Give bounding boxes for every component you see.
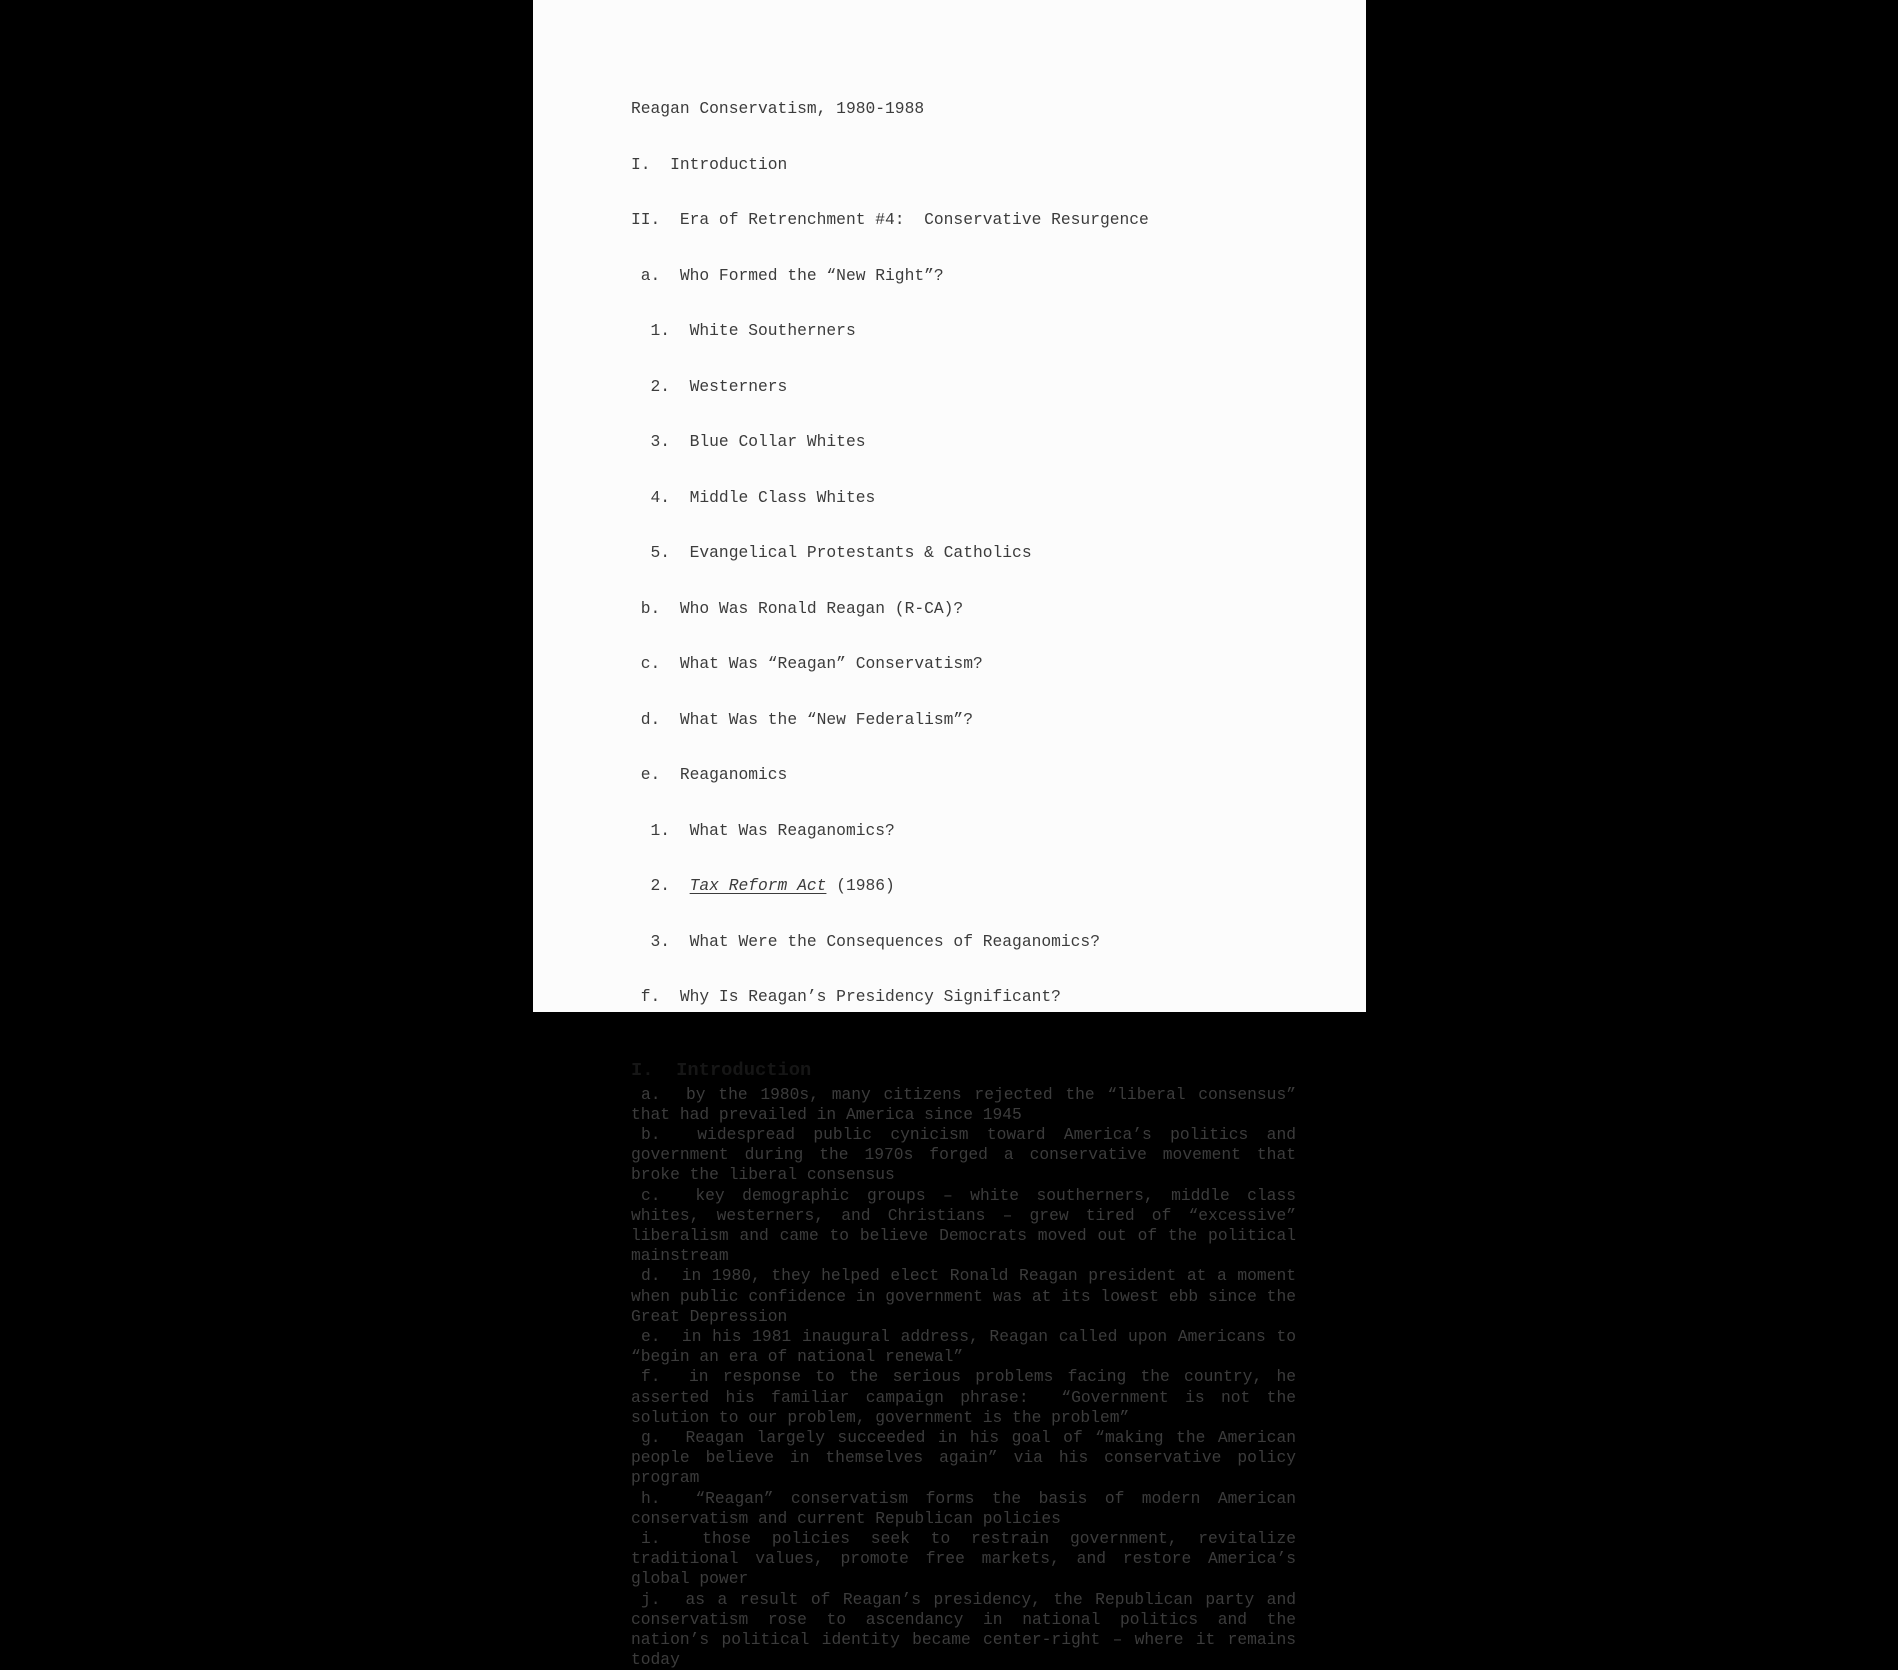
paragraph-f: f. in response to the serious problems facing the country, he asserted his familiar campaign phrase: “Government is not the solution to our problem, government is the problem” (631, 1367, 1296, 1428)
section-body (631, 1085, 1296, 1670)
document-page (533, 0, 1366, 1012)
document-title: Reagan Conservatism, 1980-1988 (631, 100, 1296, 119)
section-heading: I. Introduction (631, 1060, 1296, 1081)
outline-line: 4. Middle Class Whites (631, 489, 1296, 508)
outline-line-prefix: 2. (631, 876, 690, 895)
outline-line: 3. Blue Collar Whites (631, 433, 1296, 452)
outline-line (631, 877, 1296, 896)
paragraph-c: c. key demographic groups – white southerners, middle class whites, westerners, and Christians – grew tired of “excessive” liberalism and came to believe Democrats moved out of the political mainstream (631, 1186, 1296, 1267)
paragraph-h: h. “Reagan” conservatism forms the basis of modern American conservatism and current Republican policies (631, 1489, 1296, 1529)
paragraph-e: e. in his 1981 inaugural address, Reagan called upon Americans to “begin an era of national renewal” (631, 1327, 1296, 1367)
outline-line: 1. White Southerners (631, 322, 1296, 341)
outline-line: II. Era of Retrenchment #4: Conservative Resurgence (631, 211, 1296, 230)
outline-line: b. Who Was Ronald Reagan (R-CA)? (631, 600, 1296, 619)
paragraph-a: a. by the 1980s, many citizens rejected the “liberal consensus” that had prevailed in America since 1945 (631, 1085, 1296, 1125)
outline-line: 2. Westerners (631, 378, 1296, 397)
paragraph-j: j. as a result of Reagan’s presidency, the Republican party and conservatism rose to ascendancy in national politics and the nation’s political identity became center-right – where it remains today (631, 1590, 1296, 1670)
underlined-italic-title: Tax Reform Act (690, 876, 827, 895)
outline-line: f. Why Is Reagan’s Presidency Significant? (631, 988, 1296, 1007)
outline-line: I. Introduction (631, 156, 1296, 175)
outline-line: d. What Was the “New Federalism”? (631, 711, 1296, 730)
paragraph-b: b. widespread public cynicism toward America’s politics and government during the 1970s forged a conservative movement that broke the liberal consensus (631, 1125, 1296, 1186)
page-content (533, 0, 1366, 1670)
outline-line: a. Who Formed the “New Right”? (631, 267, 1296, 286)
outline-line-suffix: (1986) (826, 876, 894, 895)
paragraph-g: g. Reagan largely succeeded in his goal of “making the American people believe in themselves again” via his conservative policy program (631, 1428, 1296, 1489)
paragraph-i: i. those policies seek to restrain government, revitalize traditional values, promote free markets, and restore America’s global power (631, 1529, 1296, 1590)
document-outline (631, 63, 1296, 1044)
paragraph-d: d. in 1980, they helped elect Ronald Reagan president at a moment when public confidence in government was at its lowest ebb since the Great Depression (631, 1266, 1296, 1327)
outline-line: e. Reaganomics (631, 766, 1296, 785)
outline-line: c. What Was “Reagan” Conservatism? (631, 655, 1296, 674)
outline-line: 1. What Was Reaganomics? (631, 822, 1296, 841)
outline-line: 3. What Were the Consequences of Reaganomics? (631, 933, 1296, 952)
outline-line: 5. Evangelical Protestants & Catholics (631, 544, 1296, 563)
